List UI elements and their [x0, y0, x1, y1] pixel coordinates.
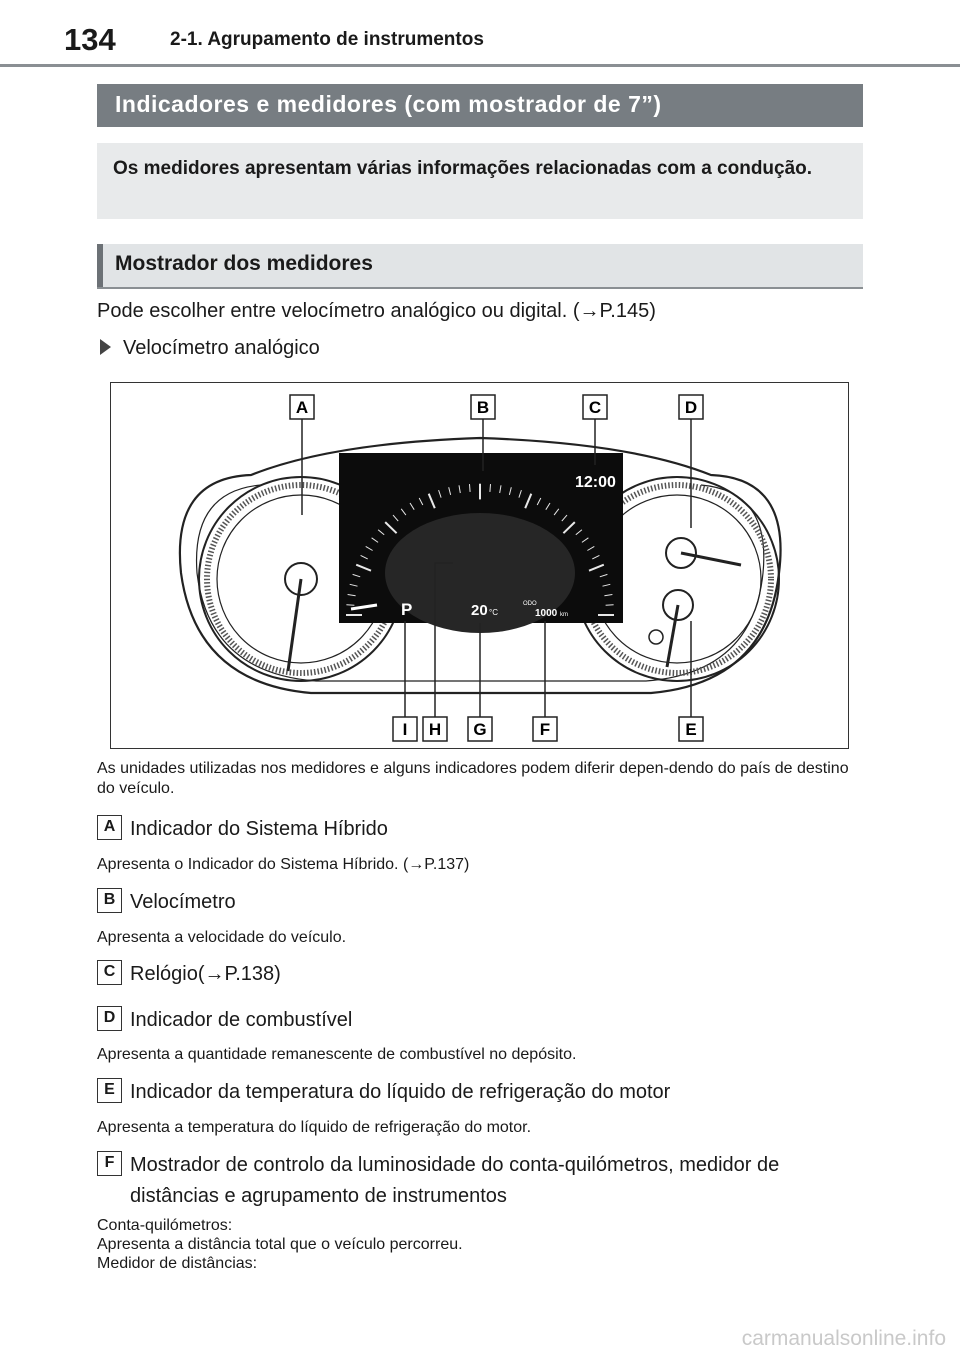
section-title-box [97, 84, 863, 127]
item-badge: C [97, 960, 122, 985]
speedometer-tick [346, 605, 354, 606]
speedometer-tick [490, 484, 491, 492]
subsection-accent-bar [97, 244, 103, 287]
item-title: Indicador da temperatura do líquido de refrigeração do motor [130, 1081, 671, 1103]
speedometer-tick [606, 605, 614, 606]
instrument-cluster-illustration [111, 383, 850, 750]
page-number: 134 [64, 22, 116, 57]
subsection-title: Mostrador dos medidores [115, 252, 373, 275]
callouts-top [290, 395, 703, 419]
callout-letter: B [476, 398, 490, 417]
item-description-line: Apresenta a distância total que o veículo percorreu. [97, 1236, 463, 1253]
callout-letter: H [428, 720, 442, 739]
item-badge: E [97, 1078, 122, 1103]
item-badge: F [97, 1151, 122, 1176]
body-paragraph: Pode escolher entre velocímetro analógico ou digital. (→P.145) [97, 300, 656, 322]
item-description: Apresenta o Indicador do Sistema Híbrido. (→P.137) [97, 856, 470, 873]
callout-letter: G [473, 720, 487, 739]
item-title: Velocímetro [130, 891, 236, 913]
display-temperature: 20 [471, 602, 488, 619]
callout-letter: E [685, 720, 697, 739]
callout-letter: F [539, 720, 551, 739]
callout-d [679, 395, 703, 419]
bullet-item [100, 337, 320, 360]
callout-c [583, 395, 607, 419]
item-description: Apresenta a velocidade do veículo. [97, 929, 347, 946]
page-header [0, 0, 960, 68]
item-description-block [97, 1216, 857, 1273]
subsection-title-box [97, 244, 863, 289]
chapter-title: 2-1. Agrupamento de instrumentos [170, 29, 484, 50]
display-clock: 12:00 [575, 474, 616, 491]
display-odo-unit: km [560, 612, 568, 618]
speedometer-tick [470, 484, 471, 492]
bullet-text: Velocímetro analógico [123, 337, 320, 359]
callouts-bottom [393, 717, 703, 741]
indicator-lamp [649, 630, 663, 644]
callout-letter: I [402, 720, 408, 739]
display-gear: P [401, 600, 413, 619]
callout-letter: A [295, 398, 309, 417]
item-description: Apresenta a quantidade remanescente de combustível no depósito. [97, 1046, 577, 1063]
item-description: Apresenta a temperatura do líquido de refrigeração do motor. [97, 1119, 532, 1136]
item-badge: D [97, 1006, 122, 1031]
section-title: Indicadores e medidores (com mostrador de 7”) [115, 91, 662, 117]
instrument-cluster-figure [110, 382, 849, 749]
display-odo-label: ODO [523, 601, 537, 607]
callout-letter: C [588, 398, 602, 417]
item-description-line: Conta-quilómetros: [97, 1217, 233, 1234]
callout-f [533, 717, 557, 741]
display-odo-value: 1000 [535, 608, 558, 619]
callout-g [468, 717, 492, 741]
item-title: Mostrador de controlo da luminosidade do conta-quilómetros, medidor de distâncias e agrupamento de instrumentos [130, 1154, 780, 1207]
item-badge: B [97, 888, 122, 913]
callout-i [393, 717, 417, 741]
watermark: carmanualsonline.info [741, 1327, 946, 1350]
item-title: Relógio(→P.138) [130, 963, 281, 985]
header-divider [0, 64, 960, 67]
item-title: Indicador do Sistema Híbrido [130, 818, 388, 840]
item-description-line: Medidor de distâncias: [97, 1255, 258, 1272]
item-title: Indicador de combustível [130, 1009, 353, 1031]
intro-text: Os medidores apresentam várias informações relacionadas com a condução. [113, 158, 813, 179]
callout-e [679, 717, 703, 741]
item-badge: A [97, 815, 122, 840]
triangle-bullet-icon [100, 339, 111, 355]
callout-b [471, 395, 495, 419]
display-temperature-unit: °C [489, 608, 498, 617]
callout-a [290, 395, 314, 419]
units-note: As unidades utilizadas nos medidores e alguns indicadores podem diferir depen-dendo do país de destino do veículo. [97, 760, 849, 797]
callout-letter: D [684, 398, 698, 417]
callout-h [423, 717, 447, 741]
intro-box [97, 143, 863, 219]
